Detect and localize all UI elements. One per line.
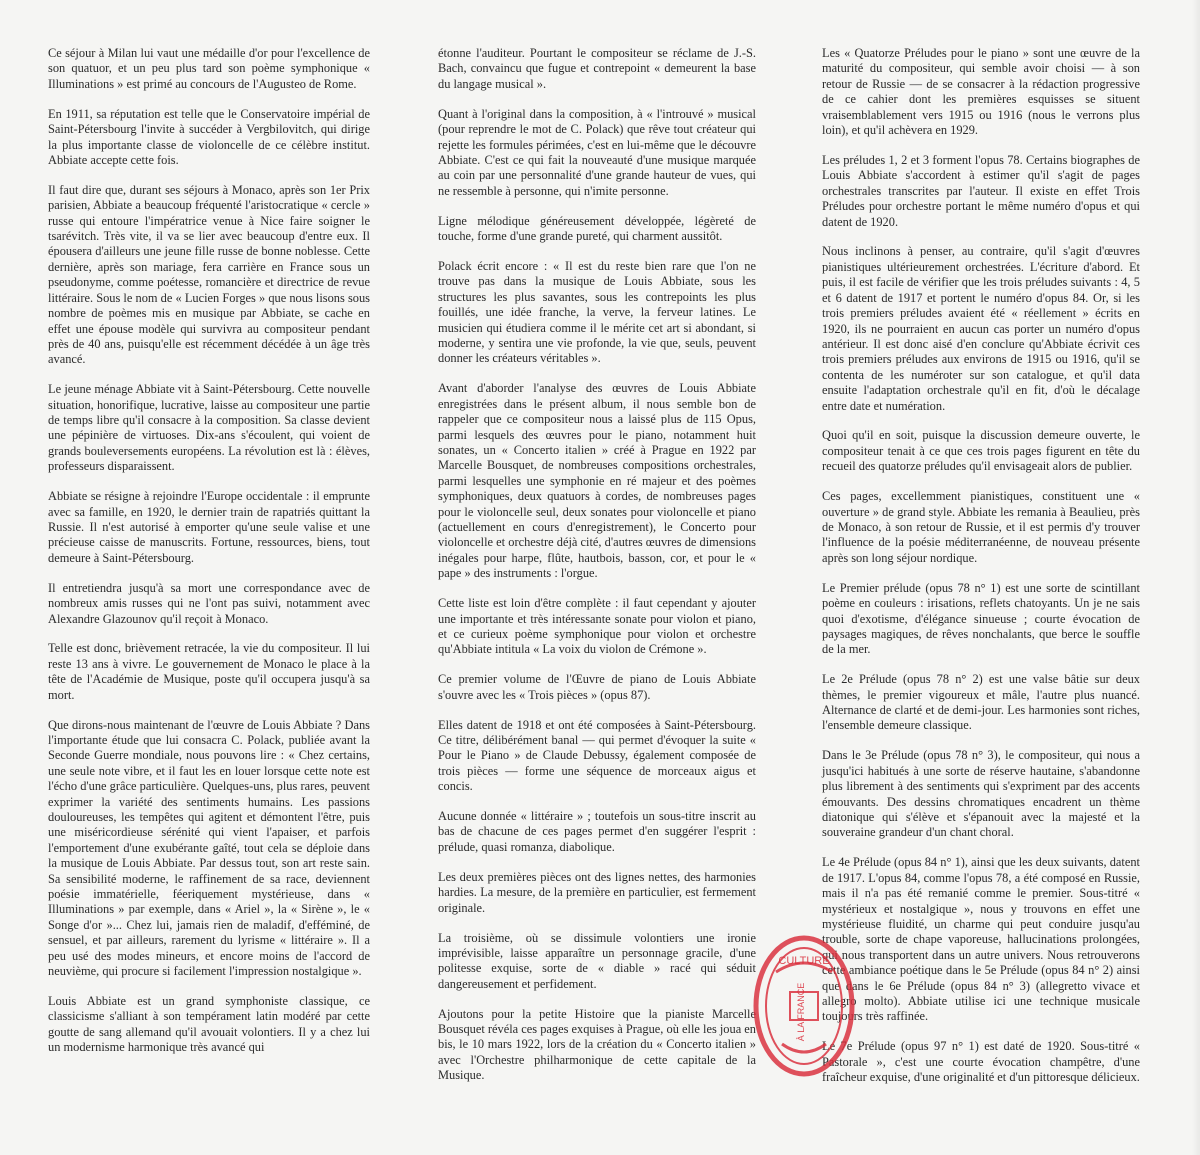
paragraph: Nous inclinons à penser, au contraire, qu'il s'agit d'œuvres pianistiques ultérieurement orchestrées. L'écriture d'abord. Et puis, il est facile de vérifier que les trois préludes suivants : 4, 5 et 6 datent de 1917 et portent le numéro d'opus 84. Or, si les trois premiers préludes avaient été « réellement » écrits en 1920, ils ne pourraient en aucun cas porter un numéro d'opus antérieur. Il est donc aisé d'en conclure qu'Abbiate écrivit ces trois premiers préludes aux environs de 1915 ou 1916, qu'il se contenta de les numéroter sur son catalogue, et qu'il data ensuite l'adaptation orchestrale qu'il en fit, d'où le décalage entre date et numération. [822,244,1140,413]
paragraph: En 1911, sa réputation est telle que le Conservatoire impérial de Saint-Pétersbourg l'invite à succéder à Vergbilovitch, qui dirige la plus importante classe de violoncelle de ce célèbre institut. Abbiate accepte cette fois. [48,106,370,167]
svg-text:CULTURE: CULTURE [778,955,830,967]
paragraph: Avant d'aborder l'analyse des œuvres de Louis Abbiate enregistrées dans le présent album, il nous semble bon de rappeler que ce compositeur nous a laissé plus de 115 Opus, parmi lesquels des œuvres pour le piano, notamment huit sonates, un « Concerto italien » créé à Prague en 1922 par Marcelle Bousquet, de nombreuses compositions orchestrales, parmi lesquelles une symphonie en ré majeur et des poèmes symphoniques, deux quatuors à cordes, de nombreuses pages pour le violoncelle seul, deux sonates pour violoncelle et piano (actuellement en cours d'enregistrement), le Concerto pour violoncelle et orchestre déjà cité, d'autres œuvres de dimensions inégales pour harpe, flûte, hautbois, basson, cor, et pour le « pape » des instruments : l'orgue. [438,381,756,581]
paragraph: Les « Quatorze Préludes pour le piano » sont une œuvre de la maturité du compositeur, qui semble avoir choisi — à son retour de Russie — de se consacrer à la rédaction progressive de ce cahier dont les premières esquisses se situent vraisemblablement vers 1915 ou 1916 (nous le verrons plus loin), et qu'il achèvera en 1929. [822,46,1140,138]
paragraph: Quant à l'original dans la composition, à « l'introuvé » musical (pour reprendre le mot de C. Polack) que rêve tout créateur qui rejette les formules périmées, c'est en lui-même que le découvre Abbiate. C'est ce qui fait la nouveauté d'une musique marquée au coin par une personnalité d'une grande hauteur de vues, qui ne ressemble à personne, qui n'imite personne. [438,106,756,198]
paragraph: Dans le 3e Prélude (opus 78 n° 3), le compositeur, qui nous a jusqu'ici habitués à une sorte de réserve hautaine, s'abandonne plus librement à des sentiments qui s'expriment par des accents émouvants. Des dessins chromatiques encadrent un thème diatonique qui s'élève et s'épanouit avec la majesté et la souveraine grandeur d'un chant choral. [822,748,1140,840]
paragraph: Il faut dire que, durant ses séjours à Monaco, après son 1er Prix parisien, Abbiate a beaucoup fréquenté l'aristocratique « cercle » russe qui entoure l'impératrice venue à Nice faire soigner le tsarévitch. Très vite, il va se lier avec beaucoup d'entre eux. Il épousera d'ailleurs une jeune fille russe de bonne noblesse. Cette dernière, après son mariage, fera carrière en France sous un pseudonyme, comme poétesse, romancière et directrice de revue littéraire. Sous le nom de « Lucien Forges » que nous lisons sous nombre de poèmes mis en musique par Abbiate, se cache en effet une épouse modèle qui survivra au compositeur pendant près de 40 ans, puisqu'elle est récemment décédée à un âge très avancé. [48,182,370,367]
svg-text:À LA FRANCE: À LA FRANCE [796,982,806,1042]
paragraph: Il entretiendra jusqu'à sa mort une correspondance avec de nombreux amis russes qui ne l'ont pas suivi, notamment avec Alexandre Glazounov qu'il reçoit à Monaco. [48,580,370,626]
text-column-1 [48,46,370,1070]
paragraph: Cette liste est loin d'être complète : il faut cependant y ajouter une importante et très intéressante sonate pour violon et piano, et ce curieux poème symphonique pour violon et orchestre qu'Abbiate intitula « La voix du violon de Crémone ». [438,596,756,657]
paragraph: étonne l'auditeur. Pourtant le compositeur se réclame de J.-S. Bach, convaincu que fugue et contrepoint « demeurent la base du langage musical ». [438,46,756,91]
paragraph: Les préludes 1, 2 et 3 forment l'opus 78. Certains biographes de Louis Abbiate s'accordent à estimer qu'il s'agit de pages orchestrales transcrites par l'auteur. Il existe en effet Trois Préludes pour orchestre portant le même numéro d'opus et qui datent de 1920. [822,152,1140,229]
paragraph: Le 4e Prélude (opus 84 n° 1), ainsi que les deux suivants, datent de 1917. L'opus 84, comme l'opus 78, a été composé en Russie, mais il n'a pas été remanié comme le premier. Sous-titré « mystérieux et nostalgique », nous y trouvons en effet une mystérieuse fluidité, un charme qui peut conduire jusqu'au trouble, sorte de chape vaporeuse, hallucinations prolongées, qui nous transportent dans un autre univers. Nous retrouverons cette ambiance poétique dans le 5e Prélude (opus 84 n° 2) ainsi que dans le 6e Prélude (opus 84 n° 3) (allegretto vivace et allegro molto). Abbiate utilise ici une technique musicale toujours très raffinée. [822,855,1140,1024]
paragraph: Aucune donnée « littéraire » ; toutefois un sous-titre inscrit au bas de chacune de ces pages permet d'en suggérer l'esprit : prélude, quasi romanza, diabolique. [438,809,756,854]
paragraph: Louis Abbiate est un grand symphoniste classique, ce classicisme s'alliant à son tempérament latin modéré par cette goutte de sang allemand qu'il avouait volontiers. Il y a chez lui un modernisme harmonique très avancé qui [48,993,370,1055]
paragraph: Le 7e Prélude (opus 97 n° 1) est daté de 1920. Sous-titré « Pastorale », c'est une courte évocation champêtre, d'une fraîcheur exquise, d'une originalité et d'un pittoresque délicieux. [822,1039,1140,1085]
paragraph: Ces pages, excellemment pianistiques, constituent une « ouverture » de grand style. Abbiate les remania à Beaulieu, près de Monaco, à son retour de Russie, et il est permis d'y trouver l'influence de la poésie méditerranéenne, de nouveau présente après son long séjour nordique. [822,489,1140,565]
paragraph: Ajoutons pour la petite Histoire que la pianiste Marcelle Bousquet révéla ces pages exquises à Prague, où elle les joua en bis, le 10 mars 1922, lors de la création du « Concerto italien » avec l'Orchestre philharmonique de cette capitale de la Musique. [438,1006,756,1083]
paragraph: Les deux premières pièces ont des lignes nettes, des harmonies hardies. La mesure, de la première en particulier, est fermement originale. [438,869,756,915]
library-stamp [752,932,856,1080]
paragraph: Telle est donc, brièvement retracée, la vie du compositeur. Il lui reste 13 ans à vivre. Le gouvernement de Monaco le place à la tête de l'Académie de Musique, poste qu'il occupera jusqu'à sa mort. [48,641,370,702]
paragraph: Que dirons-nous maintenant de l'œuvre de Louis Abbiate ? Dans l'importante étude que lui consacra C. Polack, publiée avant la Seconde Guerre mondiale, nous pouvons lire : « Chez certains, une seule note vibre, et il faut les en louer lorsque cette note est l'écho d'une grâce particulière. Quelques-uns, plus rares, peuvent exprimer la variété des sentiments humains. Les passions douloureuses, les tempêtes qui agitent et démontent l'être, puis une miséricordieuse sérénité qui vient l'apaiser, et parfois l'emportement d'une exubérante gaîté, tout cela se déploie dans la musique de Louis Abbiate. Par dessus tout, son art reste sain. Sa sensibilité moderne, le raffinement de sa race, deviennent poésie immatérielle, féeriquement mystérieuse, dans « Illuminations » par exemple, dans « Ariel », la « Sirène », le « Songe d'or »... Chez lui, jamais rien de maladif, d'efféminé, de sensuel, et par ailleurs, rarement du lyrisme « littéraire ». Il a peu usé des modes mineurs, et encore moins de l'accord de neuvième, qui procure si facilement l'impression nostalgique ». [48,717,370,979]
paragraph: La troisième, où se dissimule volontiers une ironie imprévisible, laisse apparaître un personnage gracile, d'une politesse exquise, sorte de « diable » racé qui séduit dangereusement et perfidement. [438,930,756,991]
paragraph: Quoi qu'il en soit, puisque la discussion demeure ouverte, le compositeur tenait à ce que ces trois pages figurent en tête du recueil des quatorze préludes qu'il envisageait alors de publier. [822,428,1140,474]
paragraph: Abbiate se résigne à rejoindre l'Europe occidentale : il emprunte avec sa famille, en 1920, le dernier train de rapatriés quittant la Russie. Il n'est autorisé à emporter qu'une seule valise et une précieuse caisse de manuscrits. Fortune, ressources, biens, tout demeure à Saint-Pétersbourg. [48,489,370,565]
paragraph: Le jeune ménage Abbiate vit à Saint-Pétersbourg. Cette nouvelle situation, honorifique, lucrative, laisse au compositeur une partie de temps libre qu'il consacre à la composition. Sa classe devient une pépinière de virtuoses. Dix-ans s'écoulent, qui voient de grands bouleversements européens. La révolution est là : élèves, professeurs disparaissent. [48,382,370,474]
text-column-2 [438,46,756,1098]
paragraph: Elles datent de 1918 et ont été composées à Saint-Pétersbourg. Ce titre, délibérément banal — qui permet d'évoquer la suite « Pour le Piano » de Claude Debussy, également composée de trois pièces — forme une séquence de morceaux aigus et concis. [438,717,756,794]
paragraph: Ligne mélodique généreusement développée, légèreté de touche, forme d'une grande pureté, qui charment aussitôt. [438,213,756,244]
page-edge-shadow [1192,0,1200,1155]
text-column-3 [822,46,1140,1100]
paragraph: Ce premier volume de l'Œuvre de piano de Louis Abbiate s'ouvre avec les « Trois pièces » (opus 87). [438,672,756,702]
paragraph: Ce séjour à Milan lui vaut une médaille d'or pour l'excellence de son quatuor, et un peu plus tard son poème symphonique « Illuminations » est primé au concours de l'Augusteo de Rome. [48,46,370,91]
paragraph: Le Premier prélude (opus 78 n° 1) est une sorte de scintillant poème en couleurs : irisations, reflets chatoyants. Un je ne sais quoi d'exotisme, d'élégance sinueuse ; courte évocation de paysages magiques, de rêves nonchalants, que berce le souffle de la mer. [822,580,1140,657]
paragraph: Le 2e Prélude (opus 78 n° 2) est une valse bâtie sur deux thèmes, le premier vigoureux et mâle, l'autre plus nuancé. Alternance de clarté et de demi-jour. Les harmonies sont riches, l'ensemble demeure classique. [822,672,1140,733]
paragraph: Polack écrit encore : « Il est du reste bien rare que l'on ne trouve pas dans la musique de Louis Abbiate, sous les structures les plus savantes, sous les contrepoints les plus fouillés, une idée franche, la verve, la ferveur latines. Le musicien qui étudiera comme il le mérite cet art si abondant, si moderne, y sentira une vie profonde, la vie que, seuls, peuvent donner les créateurs véritables ». [438,258,756,366]
